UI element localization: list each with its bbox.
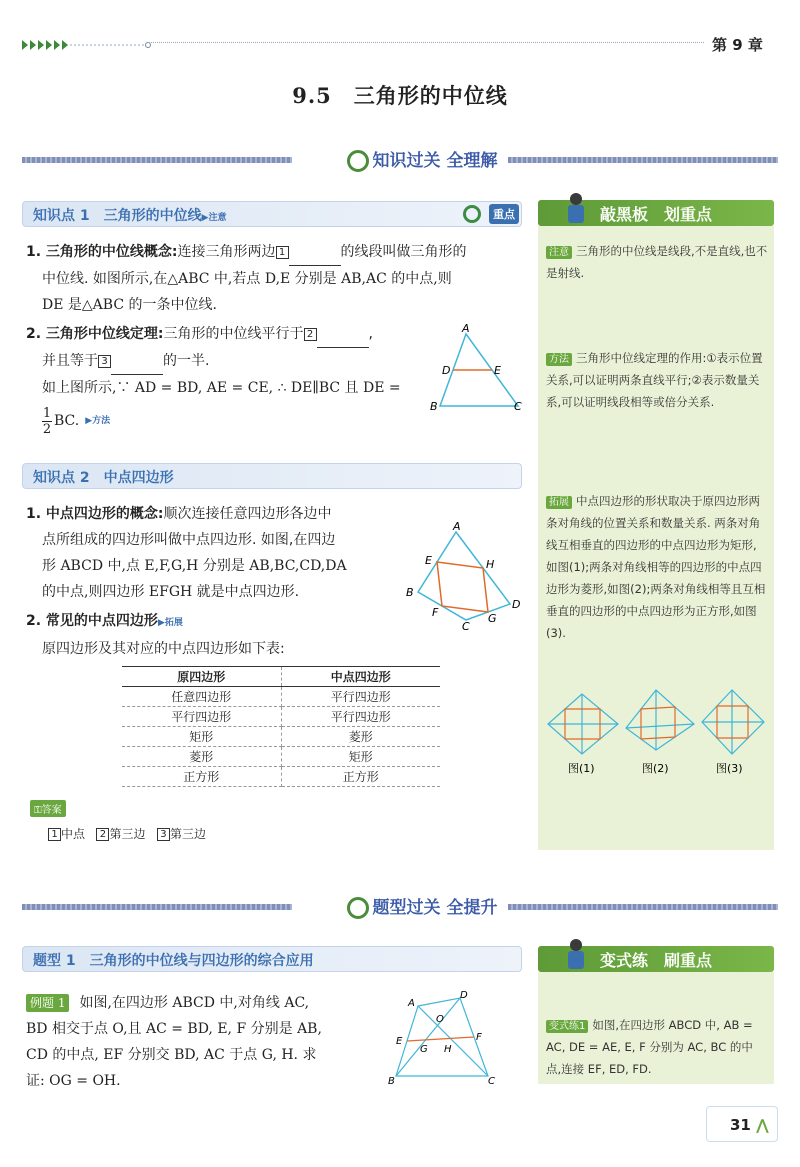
- variant-panel-title: 变式练 刷重点: [600, 951, 713, 970]
- ex-label-b: B: [388, 1076, 395, 1087]
- kp1-item2-line2b: 的一半.: [163, 353, 210, 369]
- example-line2: BD 相交于点 O,且 AC = BD, E, F 分别是 AB,: [26, 1021, 322, 1037]
- variant-text-block: [546, 1014, 768, 1080]
- kp1-method-tag: ▶方法: [85, 416, 111, 426]
- table-row: [122, 687, 440, 707]
- example-badge: [26, 994, 69, 1012]
- kp1-header: [22, 201, 522, 227]
- midpoint-quad-table: [122, 666, 440, 787]
- target-icon: [347, 897, 369, 919]
- triangle-midline-figure: [428, 322, 528, 414]
- kp2-item1-label: 1. 中点四边形的概念:: [26, 506, 164, 522]
- fig-caption: 图(2): [642, 762, 669, 775]
- kp1-item1: [26, 239, 526, 318]
- ex-label-h: H: [444, 1044, 452, 1055]
- ex-label-g: G: [420, 1044, 428, 1055]
- kp2-ext-tag: ▶拓展: [157, 618, 183, 628]
- variant-num: 1: [579, 1021, 586, 1032]
- fig1-label-a: A: [462, 322, 470, 335]
- table-cell: 菱形: [281, 727, 440, 747]
- blank-3: [111, 348, 163, 375]
- table-header: 原四边形: [122, 667, 281, 687]
- type1-header: [22, 946, 522, 972]
- fig2-label-c: C: [462, 620, 470, 632]
- answer-num-box: 3: [157, 828, 170, 841]
- blank-2: [317, 321, 369, 348]
- answer-box-3: 3: [98, 355, 111, 368]
- right-panel-title: 敲黑板 划重点: [600, 205, 713, 224]
- topbar-arrows: [22, 36, 152, 48]
- fraction-half: [42, 406, 52, 437]
- lightbulb-icon: [347, 150, 369, 172]
- kp2-item1-line2: 点所组成的四边形叫做中点四边形. 如图,在四边: [42, 532, 336, 548]
- knowledge-banner: [22, 146, 778, 176]
- answers-label: [30, 800, 66, 817]
- example-line1: 如图,在四边形 ABCD 中,对角线 AC,: [79, 995, 310, 1011]
- fig2-label-d: D: [512, 598, 521, 611]
- teacher-icon: [564, 938, 588, 970]
- table-cell: 平行四边形: [122, 707, 281, 727]
- ex-label-o: O: [436, 1014, 444, 1025]
- fig1-label-c: C: [514, 400, 522, 413]
- midpoint-quad-examples-figure: [544, 688, 774, 778]
- arrow-decoration-icon: [22, 39, 152, 51]
- variant-panel-header: [538, 946, 774, 972]
- fig2-label-a: A: [453, 520, 461, 533]
- fig2-label-b: B: [406, 586, 414, 599]
- knowledge-banner-label: 知识过关 全理解: [372, 151, 498, 171]
- note-tag: 注意: [546, 246, 572, 259]
- answer-text: 第三边: [169, 827, 206, 841]
- table-row: [122, 767, 440, 787]
- table-cell: 平行四边形: [281, 687, 440, 707]
- kp2-item2: [26, 608, 446, 662]
- ex-label-a: A: [408, 998, 415, 1009]
- kp1-item2: 2. 三角形中位线定理:三角形的中位线平行于 2 , 并且等于 3 的一半. 如上图所示,∵ AD = BD, AE = CE, ∴ DE∥BC 且 DE = 1 2 BC. ▶方法: [26, 321, 436, 441]
- ex-label-e: E: [396, 1036, 403, 1047]
- ex-label-c: C: [488, 1076, 495, 1087]
- practice-banner: [22, 893, 778, 923]
- kp2-item1-text-a: 顺次连接任意四边形各边中: [163, 506, 332, 522]
- table-cell: 任意四边形: [122, 687, 281, 707]
- note-text: 三角形的中位线是线段,不是直线,也不是射线.: [546, 244, 768, 280]
- fig2-label-f: F: [432, 606, 439, 619]
- fig1-label-e: E: [494, 364, 501, 377]
- page-number-frame: [706, 1106, 778, 1142]
- fraction-numerator: 1: [42, 405, 52, 421]
- table-cell: 平行四边形: [281, 707, 440, 727]
- table-row: [122, 707, 440, 727]
- ext-block: [546, 490, 768, 644]
- kp1-title: 知识点 1 三角形的中位线: [33, 208, 202, 224]
- table-cell: 正方形: [122, 767, 281, 787]
- ex-label-f: F: [476, 1032, 482, 1043]
- variant-tag-label: 变式练: [549, 1021, 579, 1032]
- example-line3: CD 的中点, EF 分别交 BD, AC 于点 G, H. 求: [26, 1047, 317, 1063]
- kp2-item2-line2: 原四边形及其对应的中点四边形如下表:: [42, 641, 285, 657]
- example-num: 1: [57, 996, 66, 1010]
- blank-1: [289, 239, 341, 266]
- fig-caption: 图(3): [716, 762, 743, 775]
- fig1-label-d: D: [442, 364, 451, 377]
- type1-title: 题型 1 三角形的中位线与四边形的综合应用: [33, 953, 314, 969]
- ex-label-d: D: [460, 990, 468, 1001]
- method-tag: 方法: [546, 353, 572, 366]
- kp2-title: 知识点 2 中点四边形: [33, 470, 174, 486]
- book-logo-icon: ⋀: [756, 1116, 769, 1134]
- answer-num-box: 1: [48, 828, 61, 841]
- table-header: 中点四边形: [281, 667, 440, 687]
- answers-label-text: 答案: [41, 805, 62, 816]
- kp1-item1-line3: DE 是△ABC 的一条中位线.: [42, 297, 217, 313]
- table-row: [122, 747, 440, 767]
- answer-text: 中点: [61, 827, 86, 841]
- kp2-item2-label: 2. 常见的中点四边形: [26, 613, 158, 629]
- kp1-item1-text-a: 连接三角形两边: [177, 244, 276, 260]
- midpoint-quadrilateral-figure: [400, 520, 530, 632]
- fig2-label-h: H: [486, 558, 495, 571]
- fig2-label-e: E: [425, 554, 432, 567]
- ext-tag: 拓展: [546, 496, 572, 509]
- table-cell: 正方形: [281, 767, 440, 787]
- method-block: [546, 347, 768, 413]
- answers-block: [30, 798, 206, 842]
- answer-num-box: 2: [96, 828, 109, 841]
- kp1-item1-label: 1. 三角形的中位线概念:: [26, 244, 178, 260]
- kp1-item2-line4: BC.: [54, 413, 80, 429]
- note-block: [546, 240, 768, 284]
- practice-banner-label: 题型过关 全提升: [372, 898, 498, 918]
- method-text: 三角形中位线定理的作用:①表示位置关系,可以证明两条直线平行;②表示数量关系,可以证明线段相等或倍分关系.: [546, 351, 763, 409]
- fig-caption: 图(1): [568, 762, 595, 775]
- right-panel-header: [538, 200, 774, 226]
- target-icon: [463, 205, 481, 223]
- table-row: [122, 727, 440, 747]
- fraction-denominator: 2: [42, 421, 52, 437]
- key-badge: 重点: [489, 204, 519, 224]
- kp1-item1-text-b: 的线段叫做三角形的: [340, 244, 467, 260]
- key-icon: ⚿: [34, 805, 42, 816]
- fig2-label-g: G: [488, 612, 497, 625]
- teacher-icon: [564, 192, 588, 224]
- kp2-header: [22, 463, 522, 489]
- header-rule: [148, 42, 704, 43]
- kp1-item2-text-a: 三角形的中位线平行于: [163, 326, 304, 342]
- kp1-item1-line2: 中位线. 如图所示,在△ABC 中,若点 D,E 分别是 AB,AC 的中点,则: [42, 271, 452, 287]
- table-cell: 矩形: [122, 727, 281, 747]
- table-cell: 菱形: [122, 747, 281, 767]
- kp1-item2-label: 2. 三角形中位线定理:: [26, 326, 164, 342]
- fig1-label-b: B: [430, 400, 438, 413]
- variant-text: 如图,在四边形 ABCD 中, AB = AC, DE = AE, E, F 分别为 AC, BC 的中点,连接 EF, ED, FD.: [546, 1018, 753, 1076]
- answer-text: 第三边: [109, 827, 146, 841]
- example-block: [26, 990, 381, 1094]
- answer-box-2: 2: [304, 328, 317, 341]
- example-figure: [384, 988, 504, 1088]
- kp2-item1-line3: 形 ABCD 中,点 E,F,G,H 分别是 AB,BC,CD,DA: [42, 558, 347, 574]
- example-label: 例题: [30, 996, 55, 1010]
- kp2-item1: [26, 501, 406, 605]
- answer-box-1: 1: [276, 246, 289, 259]
- example-line4: 证: OG = OH.: [26, 1073, 121, 1089]
- table-cell: 矩形: [281, 747, 440, 767]
- chapter-label: 第 9 章: [712, 36, 763, 54]
- page-title: 9.5 三角形的中位线: [292, 83, 508, 108]
- kp1-item2-line3: 如上图所示,∵ AD = BD, AE = CE, ∴ DE∥BC 且 DE =: [42, 380, 401, 396]
- kp2-item1-line4: 的中点,则四边形 EFGH 就是中点四边形.: [42, 584, 300, 600]
- ext-text: 中点四边形的形状取决于原四边形两条对角线的位置关系和数量关系. 两条对角线互相垂直的四边形的中点四边形为矩形,如图(1);两条对角线相等的四边形的中点四边形为菱形,如图(2);两条对角线相等且互相垂直的四边形的中点四边形为正方形,如图(3).: [546, 494, 766, 640]
- page-number-text: 31: [730, 1116, 751, 1134]
- kp1-item2-line2a: 并且等于: [42, 353, 98, 369]
- variant-tag: [546, 1020, 588, 1033]
- kp1-note-tag: ▶注意: [201, 213, 227, 223]
